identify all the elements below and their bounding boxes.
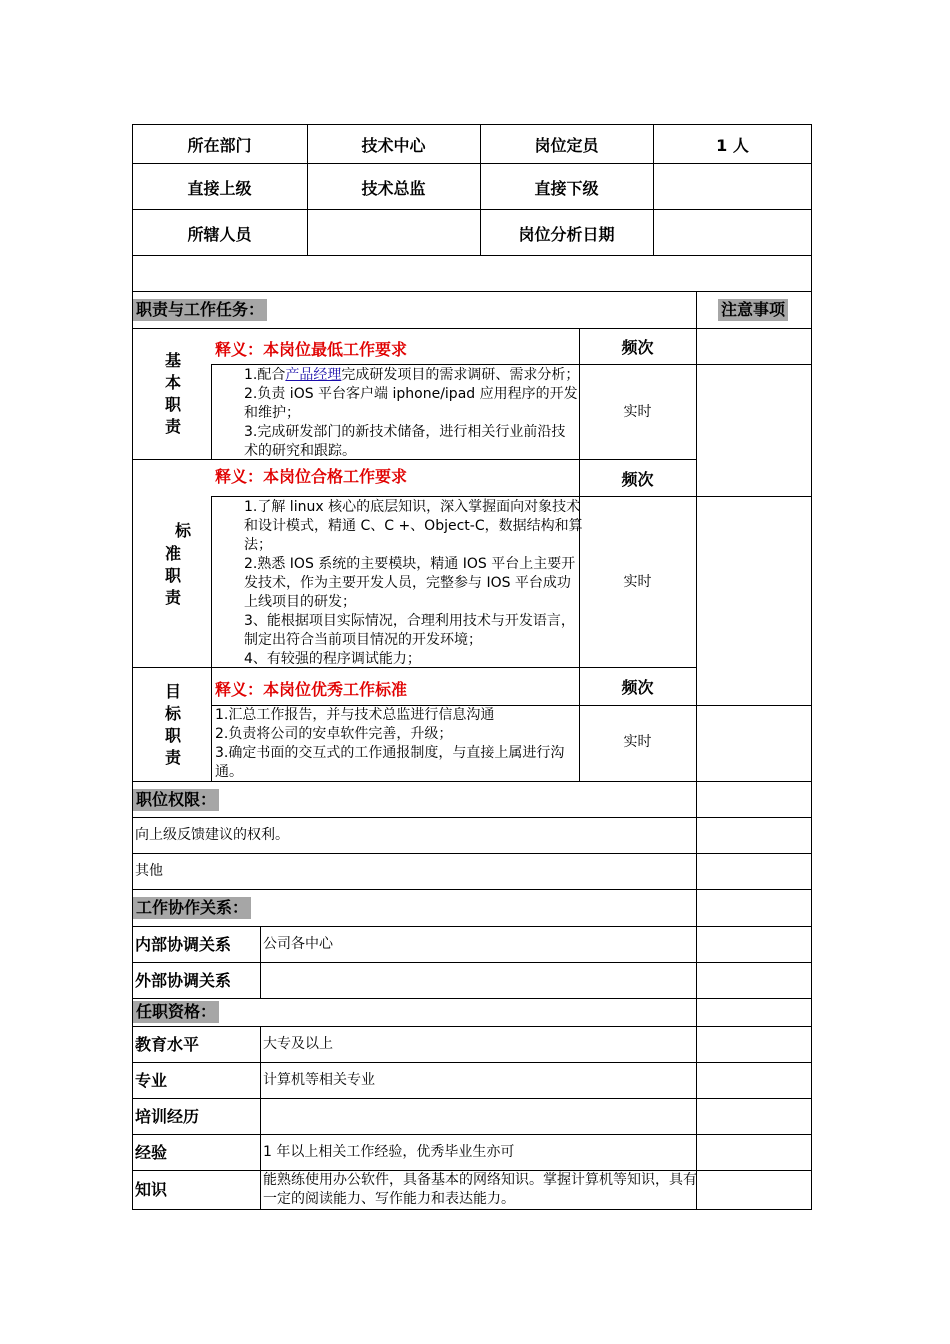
superior-label: 直接上级 [187, 178, 252, 198]
knowledge-label: 知识 [135, 1180, 168, 1199]
superior-value: 技术总监 [361, 178, 426, 198]
knowledge-value: 能熟练使用办公软件，具备基本的网络知识。掌握计算机等知识，具有 一定的阅读能力、写作能力和表达能力。 [263, 1172, 697, 1207]
basic-frequency: 实时 [623, 404, 652, 420]
standard-duty-side-label: 标 [174, 521, 191, 540]
basic-duty-list: 1.配合产品经理完成研发项目的需求调研、需求分析； 2.负责 iOS 平台客户端 iphone/ipad 应用程序的开发 和维护； 3.完成研发部门的新技术储备，进行相关行业前沿技 术的研究和跟踪。 [244, 367, 580, 459]
quota-label: 岗位定员 [534, 135, 599, 155]
major-value: 计算机等相关专业 [263, 1072, 375, 1088]
internal-relations-label: 内部协调关系 [135, 935, 232, 954]
internal-relations-value: 公司各中心 [263, 936, 333, 952]
education-value: 大专及以上 [263, 1036, 333, 1052]
duties-section-title: 职责与工作任务： [133, 299, 267, 321]
target-duty-side-label: 目 标 职 责 [164, 682, 181, 767]
dept-label: 所在部门 [187, 135, 252, 155]
target-requirement: 释义：本岗位优秀工作标准 [215, 680, 408, 699]
subordinate-label: 直接下级 [534, 178, 599, 198]
dept-value: 技术中心 [361, 135, 426, 155]
standard-duty-side-label-rest: 准 职 责 [164, 544, 181, 607]
standard-duty-list: 1.了解 linux 核心的底层知识，深入掌握面向对象技术 和设计模式，精通 C、C +、Object-C，数据结构和算 法； 2.熟悉 IOS 系统的主要模块，精通 IOS 平台上主要开 发技术，作为主要开发人员，完整参与 IOS 平台成功 上线项目的研发； 3、能根据项目实际情况，合理利用技术与开发语言， 制定出符合当前项目情况的开发环境； 4、有较强的程序调试能力； [244, 499, 583, 667]
authority-item-2: 其他 [135, 863, 163, 879]
quota-value: 1 人 [716, 135, 749, 155]
experience-label: 经验 [135, 1143, 168, 1162]
qualifications-section-title: 任职资格： [133, 1001, 219, 1023]
relations-section-title: 工作协作关系： [133, 897, 251, 919]
authority-section-title: 职位权限： [133, 789, 219, 811]
basic-requirement: 释义：本岗位最低工作要求 [215, 340, 408, 359]
major-label: 专业 [135, 1071, 168, 1090]
standard-requirement: 释义：本岗位合格工作要求 [215, 467, 408, 486]
staff-label: 所辖人员 [187, 224, 252, 244]
analysis-date-label: 岗位分析日期 [518, 224, 615, 244]
subordinate-value [653, 164, 812, 210]
standard-frequency: 实时 [623, 574, 652, 590]
experience-value: 1 年以上相关工作经验，优秀毕业生亦可 [263, 1144, 515, 1160]
analysis-date-value [653, 210, 812, 256]
standard-freq-header: 频次 [621, 469, 654, 489]
product-manager-link[interactable]: 产品经理 [285, 367, 342, 383]
notes-header: 注意事项 [718, 299, 788, 321]
external-relations-label: 外部协调关系 [135, 971, 232, 990]
staff-value [307, 210, 480, 256]
target-freq-header: 频次 [621, 678, 654, 697]
basic-freq-header: 频次 [621, 337, 654, 357]
basic-duty-side-label: 基 本 职 责 [164, 351, 181, 436]
target-frequency: 实时 [623, 734, 652, 750]
target-duty-list: 1.汇总工作报告，并与技术总监进行信息沟通 2.负责将公司的安卓软件完善，升级； 3.确定书面的交互式的工作通报制度，与直接上属进行沟 通。 [215, 707, 565, 780]
training-label: 培训经历 [135, 1107, 200, 1126]
education-label: 教育水平 [135, 1035, 200, 1054]
authority-item-1: 向上级反馈建议的权利。 [135, 827, 289, 843]
